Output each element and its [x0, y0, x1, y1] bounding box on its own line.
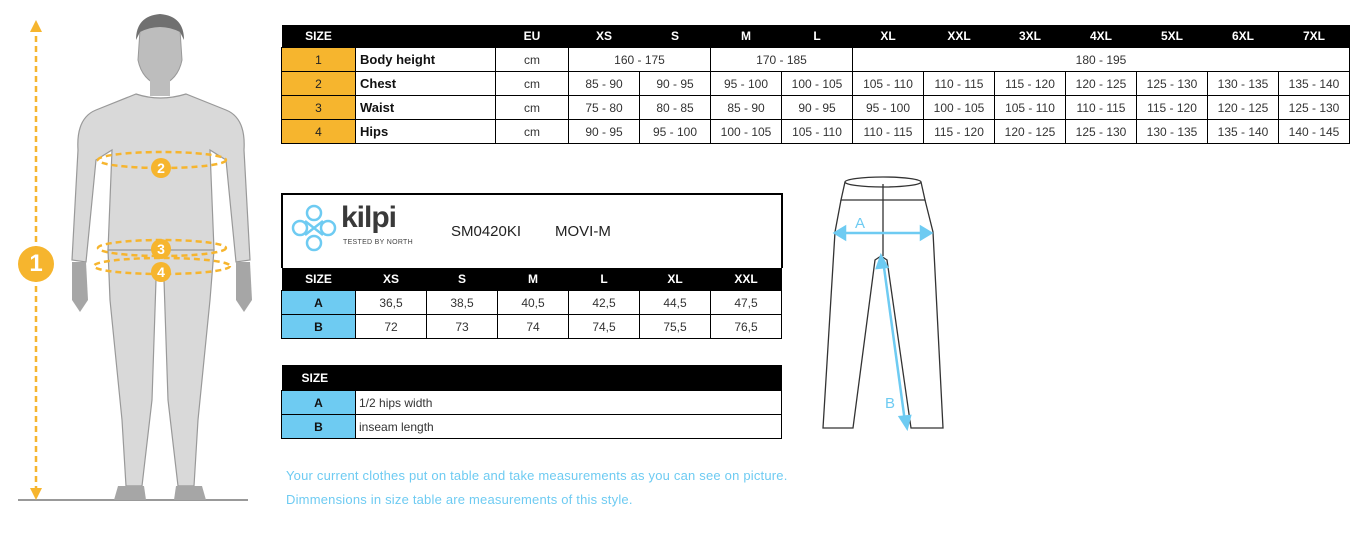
table-cell: 100 - 105: [711, 120, 782, 144]
row-number: 2: [282, 72, 356, 96]
product-code: SM0420KI: [451, 223, 522, 240]
table-cell: 115 - 120: [924, 120, 995, 144]
size-col-header: 7XL: [1279, 25, 1350, 48]
table-cell: 125 - 130: [1279, 96, 1350, 120]
table-cell: 44,5: [640, 291, 711, 315]
table-cell: 76,5: [711, 315, 782, 339]
table-cell: 105 - 110: [782, 120, 853, 144]
size-col-header: M: [711, 25, 782, 48]
garment-size-table: [281, 268, 782, 339]
size-col-header: XS: [569, 25, 640, 48]
table-cell: 74: [498, 315, 569, 339]
table-cell: 75,5: [640, 315, 711, 339]
table-cell: 110 - 115: [924, 72, 995, 96]
row-key: A: [282, 391, 356, 415]
brand-name: kilpi: [341, 201, 397, 234]
table-cell: 36,5: [356, 291, 427, 315]
table-cell: 95 - 100: [853, 96, 924, 120]
table-cell: 170 - 185: [711, 48, 853, 72]
row-key: B: [282, 415, 356, 439]
table-cell: 110 - 115: [1066, 96, 1137, 120]
size-col-header: S: [427, 268, 498, 291]
table-cell: 75 - 80: [569, 96, 640, 120]
table-cell: 90 - 95: [782, 96, 853, 120]
table-cell: 125 - 130: [1066, 120, 1137, 144]
row-key: A: [282, 291, 356, 315]
row-label: Waist: [356, 96, 496, 120]
table-cell: 90 - 95: [640, 72, 711, 96]
table-cell: 120 - 125: [1208, 96, 1279, 120]
table-cell: 110 - 115: [853, 120, 924, 144]
marker-2-badge: 2: [151, 158, 171, 178]
row-key: B: [282, 315, 356, 339]
table-cell: 74,5: [569, 315, 640, 339]
table-cell: 120 - 125: [1066, 72, 1137, 96]
row-number: 3: [282, 96, 356, 120]
note-line-1: Your current clothes put on table and take measurements as you can see on picture.: [286, 468, 788, 483]
row-description: 1/2 hips width: [356, 391, 782, 415]
size-col-header: XXL: [711, 268, 782, 291]
row-unit: cm: [496, 96, 569, 120]
brand-tagline: TESTED BY NORTH: [343, 239, 413, 246]
row-label: Body height: [356, 48, 496, 72]
note-line-2: Dimmensions in size table are measurements of this style.: [286, 492, 633, 507]
table-cell: 105 - 110: [995, 96, 1066, 120]
unit-header: EU: [496, 25, 569, 48]
table-cell: 100 - 105: [924, 96, 995, 120]
size-col-header: XS: [356, 268, 427, 291]
size-col-header: XL: [853, 25, 924, 48]
product-name: MOVI-M: [555, 223, 611, 240]
size-col-header: L: [569, 268, 640, 291]
table-cell: 130 - 135: [1137, 120, 1208, 144]
row-description: inseam length: [356, 415, 782, 439]
size-col-header: M: [498, 268, 569, 291]
table-cell: 72: [356, 315, 427, 339]
table-cell: 115 - 120: [1137, 96, 1208, 120]
label-header: [356, 25, 496, 48]
table-cell: 40,5: [498, 291, 569, 315]
row-label: Chest: [356, 72, 496, 96]
kilpi-knot-logo-icon: [291, 203, 337, 253]
size-col-header: XL: [640, 268, 711, 291]
table-cell: 90 - 95: [569, 120, 640, 144]
marker-3-badge: 3: [151, 239, 171, 259]
table-cell: 135 - 140: [1279, 72, 1350, 96]
pants-diagram: [815, 170, 950, 435]
body-size-table: [281, 25, 1350, 144]
table-cell: 115 - 120: [995, 72, 1066, 96]
row-label: Hips: [356, 120, 496, 144]
table-cell: 160 - 175: [569, 48, 711, 72]
product-header: [281, 193, 783, 268]
table-cell: 85 - 90: [569, 72, 640, 96]
table-header-row: [282, 25, 1350, 48]
row-number: 4: [282, 120, 356, 144]
row-unit: cm: [496, 120, 569, 144]
size-header: SIZE: [282, 268, 356, 291]
table-row: [282, 391, 782, 415]
table-cell: 38,5: [427, 291, 498, 315]
table-row: [282, 415, 782, 439]
row-unit: cm: [496, 72, 569, 96]
pants-label-a: A: [855, 215, 866, 232]
table-cell: 95 - 100: [711, 72, 782, 96]
table-cell: 125 - 130: [1137, 72, 1208, 96]
size-col-header: L: [782, 25, 853, 48]
size-col-header: 6XL: [1208, 25, 1279, 48]
table-row: [282, 120, 1350, 144]
row-unit: cm: [496, 48, 569, 72]
table-cell: 80 - 85: [640, 96, 711, 120]
marker-1-badge: 1: [18, 246, 54, 282]
marker-4-badge: 4: [151, 262, 171, 282]
table-row: [282, 291, 782, 315]
table-cell: 130 - 135: [1208, 72, 1279, 96]
table-cell: 100 - 105: [782, 72, 853, 96]
table-cell: 95 - 100: [640, 120, 711, 144]
table-cell: 180 - 195: [853, 48, 1350, 72]
table-cell: 42,5: [569, 291, 640, 315]
table-cell: 47,5: [711, 291, 782, 315]
size-header: SIZE: [282, 25, 356, 48]
table-cell: 73: [427, 315, 498, 339]
table-row: [282, 72, 1350, 96]
row-number: 1: [282, 48, 356, 72]
size-col-header: 4XL: [1066, 25, 1137, 48]
table-cell: 120 - 125: [995, 120, 1066, 144]
table-header-row: [282, 365, 782, 391]
size-header: SIZE: [282, 365, 782, 391]
table-row: [282, 315, 782, 339]
table-cell: 140 - 145: [1279, 120, 1350, 144]
table-cell: 105 - 110: [853, 72, 924, 96]
size-col-header: 3XL: [995, 25, 1066, 48]
table-row: [282, 96, 1350, 120]
pants-label-b: B: [885, 395, 896, 412]
measurement-legend-table: [281, 365, 782, 439]
table-header-row: [282, 268, 782, 291]
size-col-header: XXL: [924, 25, 995, 48]
size-col-header: S: [640, 25, 711, 48]
size-col-header: 5XL: [1137, 25, 1208, 48]
table-cell: 135 - 140: [1208, 120, 1279, 144]
table-row: [282, 48, 1350, 72]
table-cell: 85 - 90: [711, 96, 782, 120]
